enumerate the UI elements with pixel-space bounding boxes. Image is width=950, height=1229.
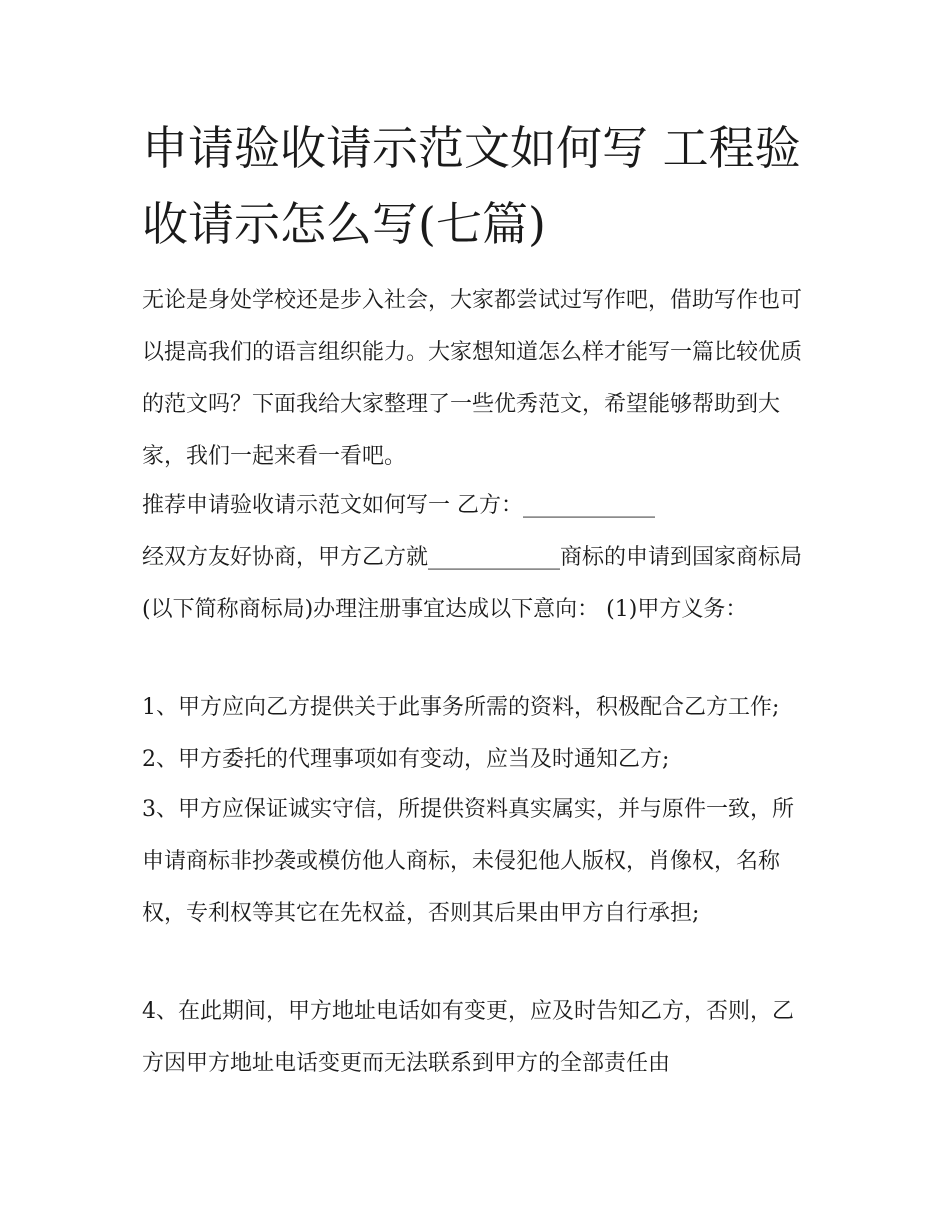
recommend-line: 推荐申请验收请示范文如何写一 乙方：____________ (142, 493, 655, 518)
clause-3: 3、甲方应保证诚实守信，所提供资料真实属实，并与原件一致，所申请商标非抄袭或模仿他人商标，未侵犯他人版权，肖像权，名称权，专利权等其它在先权益，否则其后果由甲方自行承担; (142, 797, 794, 926)
clause-4: 4、在此期间，甲方地址电话如有变更，应及时告知乙方，否则，乙方因甲方地址电话变更而无法联系到甲方的全部责任由 (142, 999, 794, 1076)
clause-1-2: 1、甲方应向乙方提供关于此事务所需的资料，积极配合乙方工作; 2、甲方委托的代理事项如有变动，应当及时通知乙方; (142, 695, 780, 772)
recommend-paragraph (142, 480, 814, 636)
document-title: 申请验收请示范文如何写 工程验收请示怎么写(七篇) (142, 121, 801, 251)
intro-paragraph: 无论是身处学校还是步入社会，大家都尝试过写作吧，借助写作也可以提高我们的语言组织能力。大家想知道怎么样才能写一篇比较优质的范文吗？下面我给大家整理了一些优秀范文，希望能够帮助到大家，我们一起来看一看吧。 (142, 288, 803, 469)
negotiation-text: 经双方友好协商，甲方乙方就____________商标的申请到国家商标局(以下简称商标局)办理注册事宜达成以下意向： (1)甲方义务： (142, 545, 803, 622)
